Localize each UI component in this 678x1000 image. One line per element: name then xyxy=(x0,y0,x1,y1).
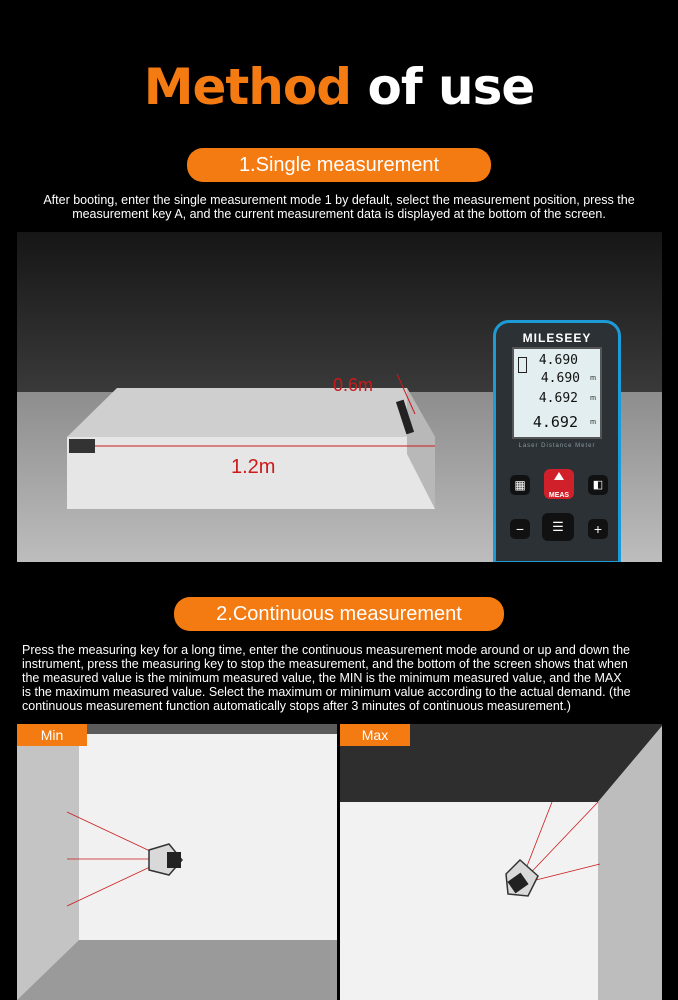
reading-1: 4.690 xyxy=(538,353,578,368)
section1-desc-line: measurement key A, and the current measurement data is displayed at the bottom of the screen. xyxy=(72,207,606,221)
grid-icon: ▦ xyxy=(514,478,526,492)
grid-button[interactable] xyxy=(510,475,530,495)
device-subtitle: Laser Distance Meter xyxy=(518,443,596,449)
switch-icon: ◧ xyxy=(592,479,604,491)
unit-2: m xyxy=(590,395,596,402)
meas-button-label: MEAS xyxy=(548,492,570,499)
section2-desc-line: continuous measurement function automatically stops after 3 minutes of continuous measurement.) xyxy=(22,699,571,713)
section2-desc-line: instrument, press the measuring key to stop the measurement, and the bottom of the screen shows that when xyxy=(22,657,628,671)
max-room-scene xyxy=(340,724,662,1000)
length-dimension-label: 1.2m xyxy=(231,456,276,478)
switch-button[interactable] xyxy=(588,475,608,495)
menu-button[interactable] xyxy=(542,513,574,541)
section1-heading: 1.Single measurement xyxy=(187,148,491,182)
section2-description xyxy=(22,643,662,713)
reading-main: 4.692 xyxy=(532,413,578,431)
meas-icon xyxy=(554,472,564,480)
title-accent: Method xyxy=(143,58,352,116)
max-label: Max xyxy=(340,724,410,746)
section2-desc-line: Press the measuring key for a long time, enter the continuous measurement mode around or up and down the xyxy=(22,643,630,657)
reading-3: 4.692 xyxy=(538,391,578,406)
battery-icon xyxy=(518,357,527,373)
min-room-scene xyxy=(17,724,337,1000)
box-top xyxy=(67,388,435,437)
max-panel xyxy=(340,724,662,1000)
device-brand: MILESEEY xyxy=(522,331,592,345)
depth-dimension-label: 0.6m xyxy=(333,375,374,395)
device-screen xyxy=(512,347,602,439)
section1-desc-line: After booting, enter the single measurement mode 1 by default, select the measurement position, press the xyxy=(43,193,635,207)
section1-description xyxy=(0,193,678,221)
laser-distance-meter xyxy=(493,320,621,562)
single-measure-illustration xyxy=(17,232,662,562)
section2-heading: 2.Continuous measurement xyxy=(174,597,504,631)
section2-desc-line: is the maximum measured value. Select the maximum or minimum value according to the actual demand. (the xyxy=(22,685,631,699)
reading-2: 4.690 xyxy=(540,371,580,386)
menu-icon: ☰ xyxy=(552,519,564,534)
page-title xyxy=(0,58,678,116)
min-panel xyxy=(17,724,337,1000)
unit-1: m xyxy=(590,375,596,382)
plus-icon: + xyxy=(593,521,603,537)
meas-button[interactable] xyxy=(544,469,574,499)
unit-3: m xyxy=(590,419,596,426)
minus-icon: − xyxy=(515,521,525,537)
min-label: Min xyxy=(17,724,87,746)
minus-button[interactable] xyxy=(510,519,530,539)
section2-desc-line: the measured value is the minimum measured value, the MIN is the minimum measured value, and the MAX xyxy=(22,671,622,685)
title-rest: of use xyxy=(367,58,535,116)
plus-button[interactable] xyxy=(588,519,608,539)
